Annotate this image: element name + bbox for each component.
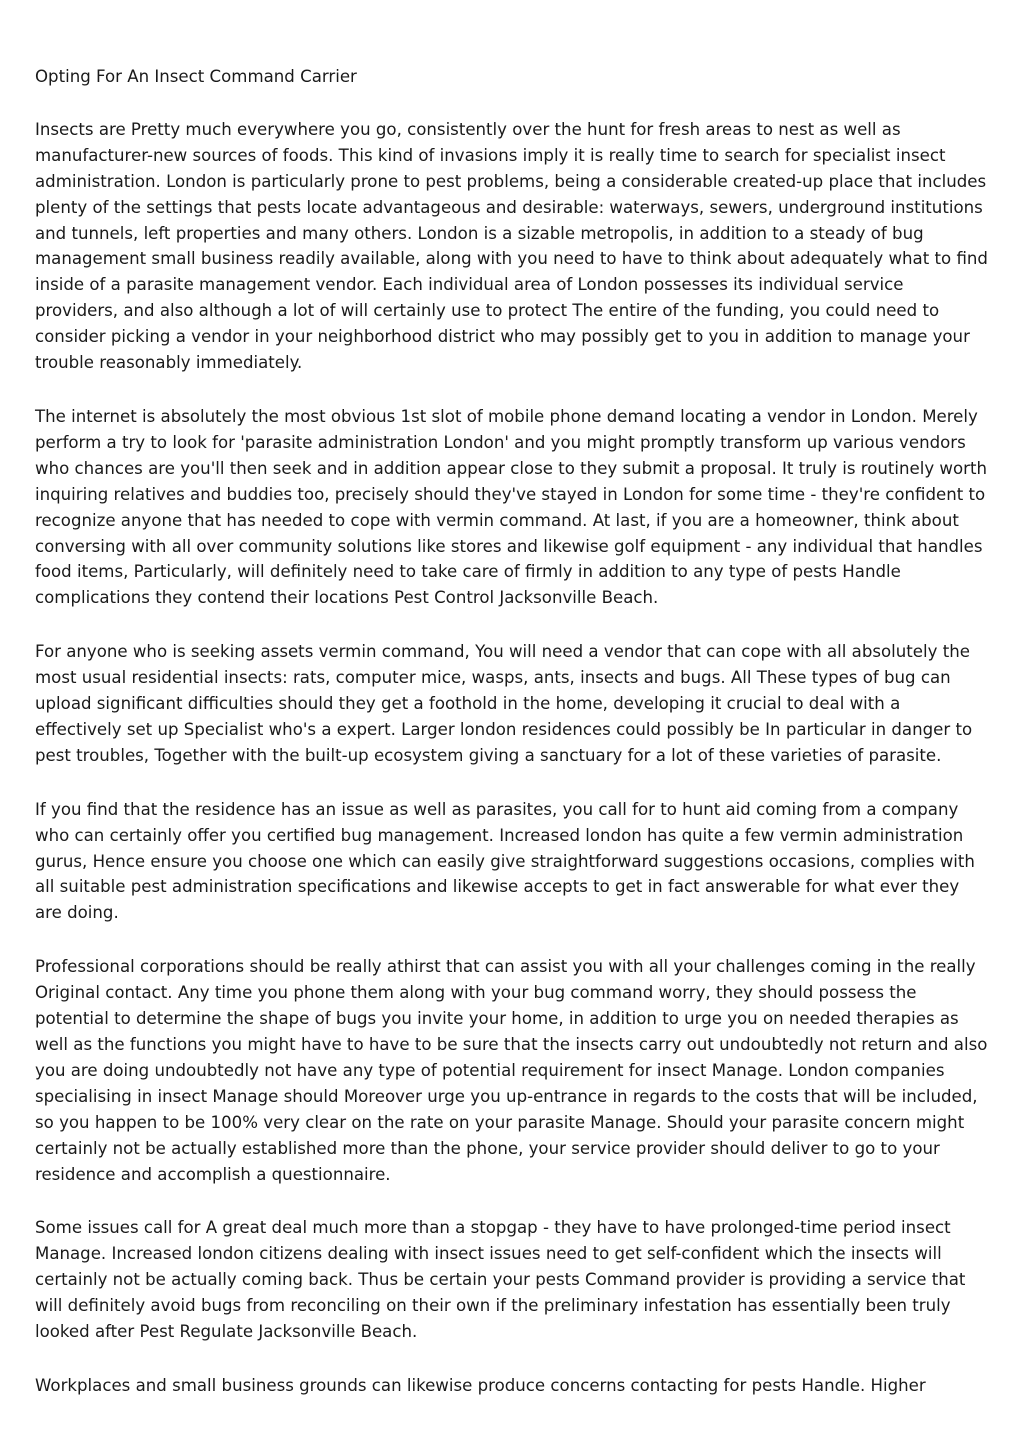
paragraph: For anyone who is seeking assets vermin command, You will need a vendor that can cope with all absolutely the most usual residential insects: rats, computer mice, wasps, ants, insects and bugs. All These types of bug can upload significant difficulties should they get a foothold in the home, developing it crucial to deal with a effectively set up Specialist who's a expert. Larger london residences could possibly be In particular in danger to pest troubles, Together with the built-up ecosystem giving a sanctuary for a lot of these varieties of parasite. bbox=[35, 642, 973, 765]
paragraph: Insects are Pretty much everywhere you go, consistently over the hunt for fresh areas to nest as well as manufacturer-new sources of foods. This kind of invasions imply it is really time to search for specialist insect administration. London is particularly prone to pest problems, being a considerable created-up place that includes plenty of the settings that pests locate advantageous and desirable: waterways, sewers, underground institutions and tunnels, left properties and many others. London is a sizable metropolis, in addition to a steady of bug management small business readily available, along with you need to have to think about adequately what to find inside of a parasite management vendor. Each individual area of London possesses its individual service providers, and also although a lot of will certainly use to protect The entire of the funding, you could need to consider picking a vendor in your neighborhood district who may possibly get to you in addition to manage your trouble reasonably immediately. bbox=[35, 119, 988, 373]
paragraph: Professional corporations should be really athirst that can assist you with all your challenges coming in the really Original contact. Any time you phone them along with your bug command worry, they should possess the potential to determine the shape of bugs you invite your home, in addition to urge you on needed therapies as well as the functions you might have to have to be sure that the insects carry out undoubtedly not return and also you are doing undoubtedly not have any type of potential requirement for insect Manage. London companies specialising in insect Manage should Moreover urge you up-entrance in regards to the costs that will be included, so you happen to be 100% very clear on the rate on your parasite Manage. Should your parasite concern might certainly not be actually established more than the phone, your service provider should deliver to go to your residence and accomplish a questionnaire. bbox=[35, 957, 988, 1184]
paragraph: Workplaces and small business grounds can likewise produce concerns contacting for pests Handle. Higher bbox=[35, 1375, 926, 1395]
document-page bbox=[35, 64, 991, 1427]
document-title: Opting For An Insect Command Carrier bbox=[35, 67, 357, 86]
paragraph: Some issues call for A great deal much more than a stopgap - they have to have prolonged-time period insect Manage. Increased london citizens dealing with insect issues need to get self-confident which the insects will certainly not be actually coming back. Thus be certain your pests Command provider is providing a service that will definitely avoid bugs from reconciling on their own if the preliminary infestation has essentially been truly looked after Pest Regulate Jacksonville Beach. bbox=[35, 1218, 966, 1342]
paragraph: The internet is absolutely the most obvious 1st slot of mobile phone demand locating a vendor in London. Merely perform a try to look for 'parasite administration London' and you might promptly transform up various vendors who chances are you'll then seek and in addition appear close to they submit a proposal. It truly is routinely worth inquiring relatives and buddies too, precisely should they've stayed in London for some time - they're confident to recognize anyone that has needed to cope with vermin command. At last, if you are a homeowner, think about conversing with all over community solutions like stores and likewise golf equipment - any individual that handles food items, Particularly, will definitely need to take care of firmly in addition to any type of pests Handle complications they contend their locations Pest Control Jacksonville Beach. bbox=[35, 406, 988, 608]
paragraph: If you find that the residence has an issue as well as parasites, you call for to hunt aid coming from a company who can certainly offer you certified bug management. Increased london has quite a few vermin administration gurus, Hence ensure you choose one which can easily give straightforward suggestions occasions, complies with all suitable pest administration specifications and likewise accepts to get in fact answerable for what ever they are doing. bbox=[35, 799, 975, 923]
